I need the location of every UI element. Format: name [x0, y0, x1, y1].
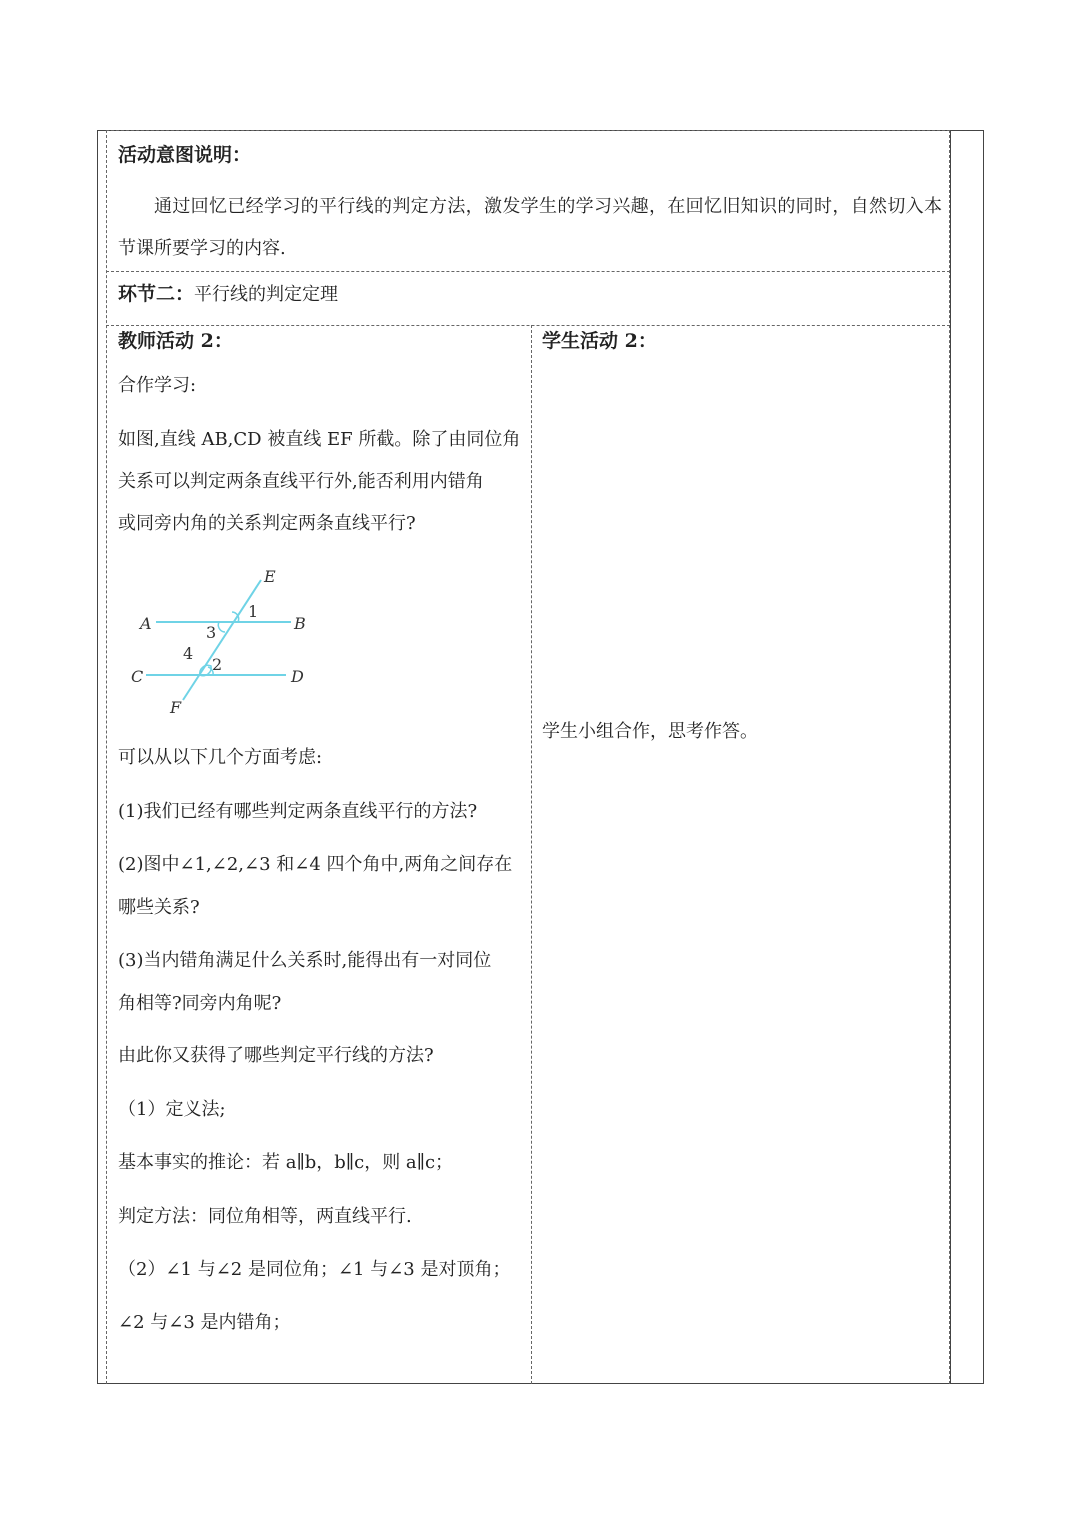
table-right-gridline: [949, 130, 950, 1384]
table-column-divider: [531, 325, 532, 1384]
teacher-line: 关系可以判定两条直线平行外,能否利用内错角: [118, 471, 484, 492]
teacher-line: (2)图中∠1,∠2,∠3 和∠4 四个角中,两角之间存在: [118, 854, 513, 875]
intent-body: 通过回忆已经学习的平行线的判定方法，激发学生的学习兴趣，在回忆旧知识的同时，自然切入本节课所要学习的内容.: [118, 196, 942, 259]
teacher-line: 由此你又获得了哪些判定平行线的方法?: [118, 1045, 434, 1066]
label-angle-1: 1: [248, 602, 259, 621]
teacher-line: 可以从以下几个方面考虑:: [118, 747, 323, 768]
teacher-line: (1)我们已经有哪些判定两条直线平行的方法?: [118, 801, 478, 822]
section2-title: 平行线的判定定理: [194, 284, 339, 305]
table-top-gridline: [106, 130, 950, 131]
label-b: B: [294, 614, 306, 633]
teacher-line: (3)当内错角满足什么关系时,能得出有一对同位: [118, 950, 492, 971]
parallel-lines-figure: [128, 560, 328, 720]
label-d: D: [291, 667, 304, 686]
teacher-heading: 教师活动 2：: [118, 330, 233, 352]
section2-label: 环节二：: [118, 283, 195, 305]
label-e: E: [264, 567, 276, 586]
label-angle-3: 3: [206, 623, 217, 642]
teacher-line: 基本事实的推论：若 a∥b，b∥c，则 a∥c；: [118, 1152, 454, 1173]
teacher-line: 判定方法：同位角相等，两直线平行.: [118, 1206, 412, 1227]
teacher-line: 角相等?同旁内角呢?: [118, 993, 282, 1014]
table-left-gridline: [106, 130, 107, 1384]
intent-heading: 活动意图说明：: [118, 144, 252, 166]
angle-3-arc: [218, 622, 225, 632]
label-angle-2: 2: [212, 655, 223, 674]
label-a: A: [140, 614, 152, 633]
line-ef: [183, 580, 261, 700]
section2-row: [118, 282, 338, 307]
teacher-line: ∠2 与∠3 是内错角；: [118, 1312, 291, 1333]
label-angle-4: 4: [183, 644, 194, 663]
table-right-border: [950, 130, 951, 1384]
student-heading: 学生活动 2：: [542, 330, 657, 352]
teacher-line: 如图,直线 AB,CD 被直线 EF 所截。除了由同位角: [118, 429, 521, 450]
table-row-divider-1: [106, 271, 950, 272]
label-f: F: [170, 698, 182, 717]
teacher-line: 或同旁内角的关系判定两条直线平行?: [118, 513, 416, 534]
student-text: 学生小组合作，思考作答。: [542, 721, 758, 742]
table-row-divider-2: [106, 325, 950, 326]
teacher-line: 哪些关系?: [118, 897, 200, 918]
label-c: C: [131, 667, 144, 686]
teacher-line: （2）∠1 与∠2 是同位角；∠1 与∠3 是对顶角；: [118, 1259, 511, 1280]
teacher-line: 合作学习:: [118, 375, 197, 396]
teacher-line: （1）定义法;: [118, 1099, 226, 1120]
